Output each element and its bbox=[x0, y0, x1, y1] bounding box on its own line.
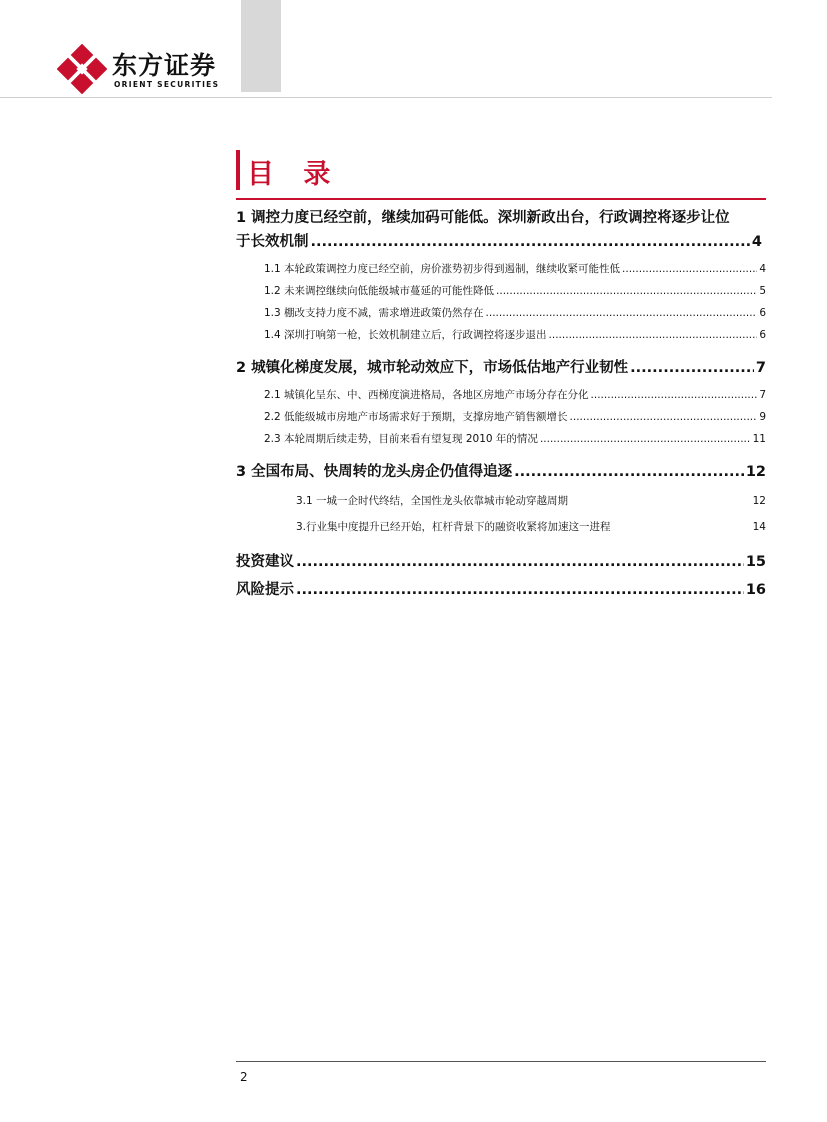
header-grey-tab bbox=[241, 0, 281, 92]
table-of-contents bbox=[236, 206, 766, 602]
toc-leader bbox=[622, 258, 757, 280]
toc-entry-text: 2.1 城镇化呈东、中、西梯度演进格局，各地区房地产市场分存在分化 bbox=[264, 389, 589, 401]
toc-leader bbox=[591, 384, 758, 406]
toc-leader bbox=[630, 356, 754, 380]
toc-page-number: 16 bbox=[745, 582, 766, 598]
toc-leader bbox=[540, 428, 751, 450]
toc-page-number: 4 bbox=[751, 234, 762, 250]
toc-entry-risk-warning[interactable] bbox=[236, 578, 766, 602]
toc-leader bbox=[496, 280, 757, 302]
toc-page-number: 14 bbox=[752, 521, 766, 533]
toc-entry-text: 3.行业集中度提升已经开始，杠杆背景下的融资收紧将加速这一进程 bbox=[296, 521, 611, 533]
toc-entry-1-2[interactable] bbox=[236, 280, 766, 302]
toc-entry-2[interactable] bbox=[236, 356, 766, 380]
header-divider bbox=[0, 97, 772, 98]
toc-leader bbox=[549, 324, 758, 346]
toc-entry-1-4[interactable] bbox=[236, 324, 766, 346]
logo-chinese-name: 东方证券 bbox=[112, 51, 217, 80]
toc-entry-text: 3.1 一城一企时代终结，全国性龙头依靠城市轮动穿越周期 bbox=[296, 495, 569, 507]
toc-title-accent bbox=[236, 150, 240, 190]
toc-entry-1-line2: 于长效机制 bbox=[236, 234, 309, 250]
toc-entry-3[interactable] bbox=[236, 460, 766, 484]
toc-entry-text: 2.2 低能级城市房地产市场需求好于预期，支撑房地产销售额增长 bbox=[264, 411, 568, 423]
toc-entry-2-2[interactable] bbox=[236, 406, 766, 428]
toc-entry-text: 1.3 棚改支持力度不减，需求增进政策仍然存在 bbox=[264, 307, 484, 319]
toc-leader bbox=[514, 460, 744, 484]
toc-title: 目 录 bbox=[247, 159, 341, 190]
toc-page-number: 6 bbox=[759, 307, 766, 319]
toc-leader bbox=[311, 230, 750, 254]
company-logo bbox=[57, 44, 227, 96]
toc-entry-3-1[interactable] bbox=[236, 488, 766, 514]
toc-page-number: 15 bbox=[745, 554, 766, 570]
toc-page-number: 12 bbox=[752, 495, 766, 507]
toc-page-number: 6 bbox=[759, 329, 766, 341]
toc-entry-2-1[interactable] bbox=[236, 384, 766, 406]
toc-leader bbox=[296, 550, 744, 574]
toc-page-number: 7 bbox=[755, 360, 766, 376]
toc-page-number: 11 bbox=[752, 433, 766, 445]
page-number: 2 bbox=[240, 1070, 248, 1084]
toc-entry-1-1[interactable] bbox=[236, 258, 766, 280]
orient-logo-icon bbox=[57, 44, 107, 94]
toc-entry-1-3[interactable] bbox=[236, 302, 766, 324]
toc-page-number: 4 bbox=[759, 263, 766, 275]
toc-entry-text: 1.2 未来调控继续向低能级城市蔓延的可能性降低 bbox=[264, 285, 495, 297]
toc-entry-1[interactable] bbox=[236, 206, 762, 254]
toc-entry-text: 2.3 本轮周期后续走势，目前来看有望复现 2010 年的情况 bbox=[264, 433, 538, 445]
toc-page-number: 12 bbox=[745, 464, 766, 480]
toc-entry-text: 3 全国布局、快周转的龙头房企仍值得追逐 bbox=[236, 464, 513, 480]
toc-title-rule bbox=[236, 198, 766, 200]
toc-entry-3-2[interactable] bbox=[236, 514, 766, 540]
toc-entry-text: 风险提示 bbox=[236, 582, 294, 598]
toc-entry-text: 1.4 深圳打响第一枪，长效机制建立后，行政调控将逐步退出 bbox=[264, 329, 547, 341]
toc-entry-2-3[interactable] bbox=[236, 428, 766, 450]
toc-entry-text: 2 城镇化梯度发展，城市轮动效应下，市场低估地产行业韧性 bbox=[236, 360, 629, 376]
toc-entry-text: 投资建议 bbox=[236, 554, 294, 570]
toc-page-number: 5 bbox=[759, 285, 766, 297]
toc-page-number: 9 bbox=[759, 411, 766, 423]
toc-leader bbox=[486, 302, 758, 324]
toc-entry-investment-advice[interactable] bbox=[236, 550, 766, 574]
logo-english-name: ORIENT SECURITIES bbox=[114, 80, 220, 89]
toc-entry-text: 1.1 本轮政策调控力度已经空前，房价涨势初步得到遏制，继续收紧可能性低 bbox=[264, 263, 621, 275]
toc-entry-1-line1: 1 调控力度已经空前，继续加码可能低。深圳新政出台，行政调控将逐步让位 bbox=[236, 210, 730, 226]
toc-page-number: 7 bbox=[759, 389, 766, 401]
toc-leader bbox=[296, 578, 744, 602]
toc-leader bbox=[570, 406, 758, 428]
footer-divider bbox=[236, 1061, 766, 1062]
